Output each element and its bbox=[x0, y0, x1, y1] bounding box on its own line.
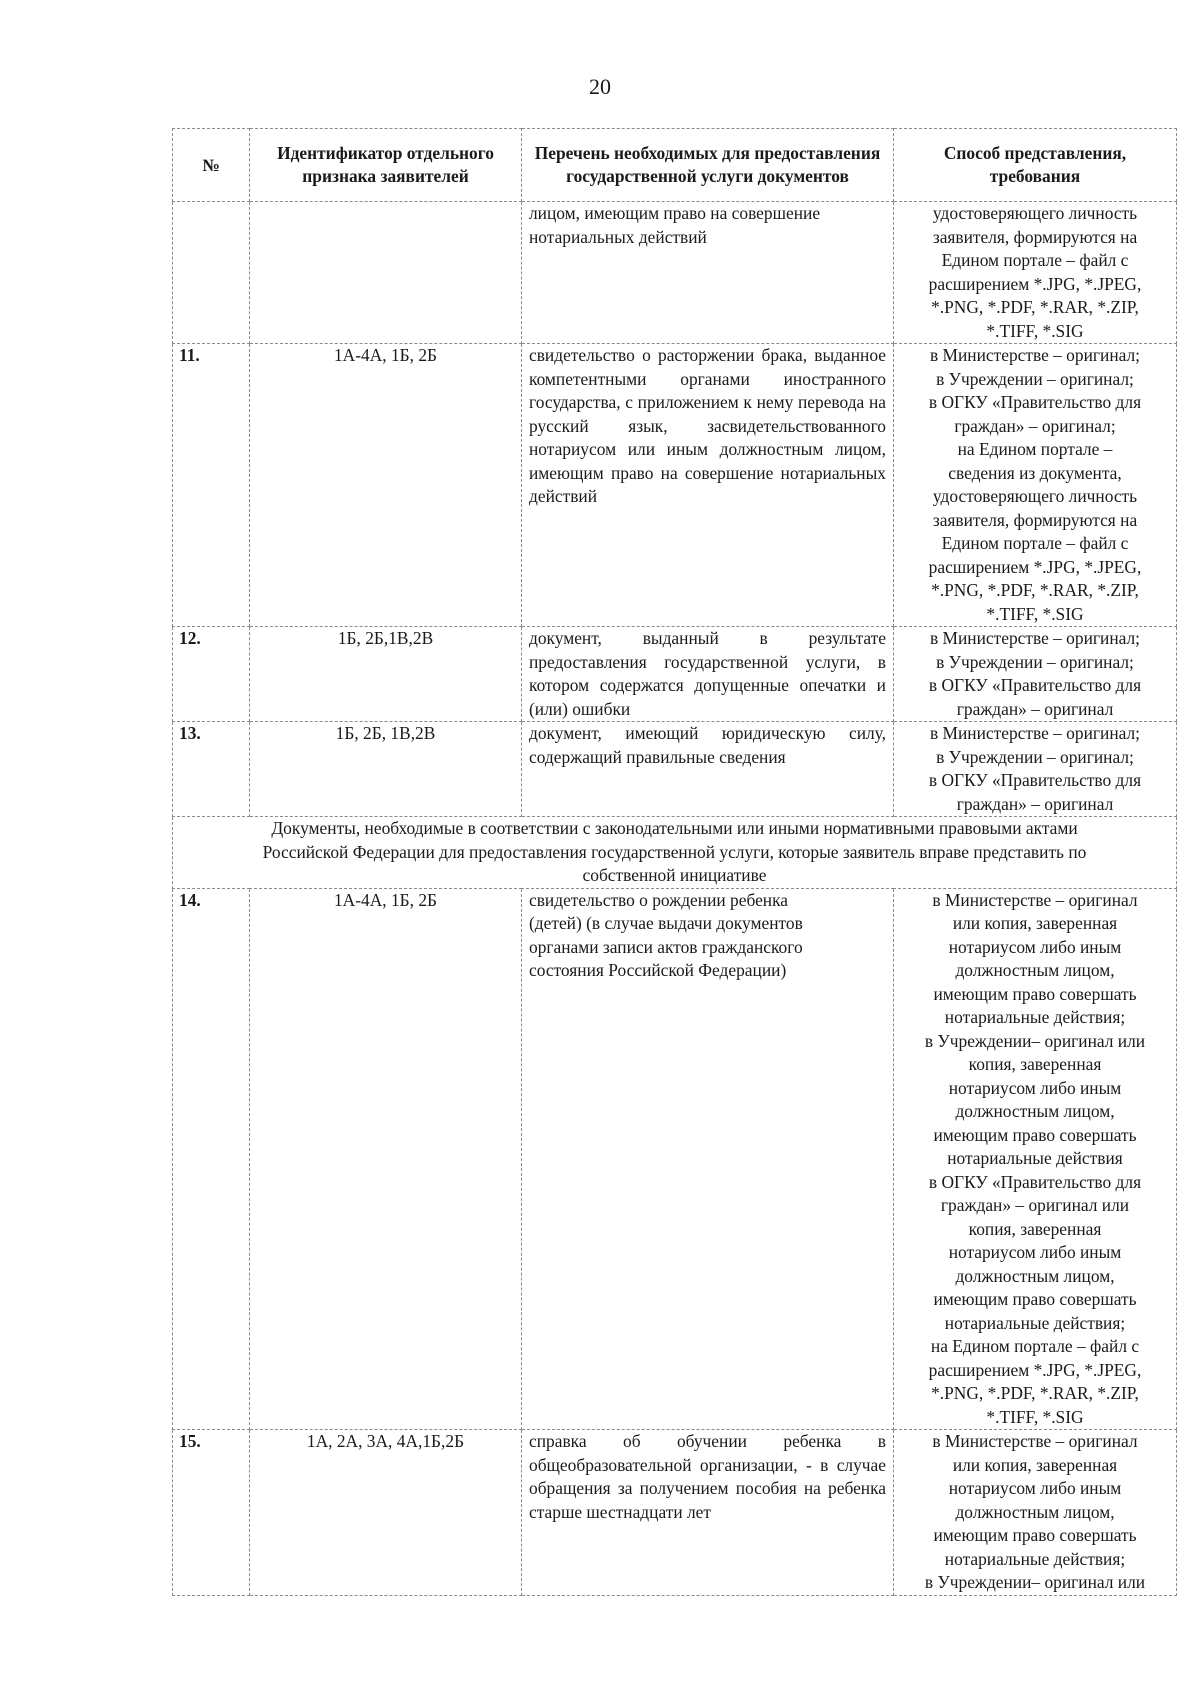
header-method: Способ представления, требования bbox=[894, 129, 1177, 202]
table-row bbox=[173, 722, 1177, 817]
row-identifier: 1А-4А, 1Б, 2Б bbox=[250, 888, 522, 1430]
table-header-row bbox=[173, 129, 1177, 202]
row-documents: документ, имеющий юридическую силу, содержащий правильные сведения bbox=[522, 722, 894, 817]
row-identifier: 1Б, 2Б,1В,2В bbox=[250, 627, 522, 722]
row-documents: свидетельство о рождении ребенка (детей) (в случае выдачи документов органами записи актов гражданского состояния Российской Федерации) bbox=[522, 888, 894, 1430]
row-identifier: 1А-4А, 1Б, 2Б bbox=[250, 344, 522, 627]
header-documents: Перечень необходимых для предоставления государственной услуги документов bbox=[522, 129, 894, 202]
row-documents: документ, выданный в результате предоставления государственной услуги, в котором содержатся допущенные опечатки и (или) ошибки bbox=[522, 627, 894, 722]
row-number: 13. bbox=[173, 722, 250, 817]
section-heading: Документы, необходимые в соответствии с законодательными или иными нормативными правовыми актами Российской Федерации для предоставления государственной услуги, которые заявитель вправе представить по собственной инициативе bbox=[173, 817, 1177, 889]
section-heading-row bbox=[173, 817, 1177, 889]
row-documents: свидетельство о расторжении брака, выданное компетентными органами иностранного государства, с приложением к нему перевода на русский язык, засвидетельствованного нотариусом или иным должностным лицом, имеющим право на совершение нотариальных действий bbox=[522, 344, 894, 627]
row-identifier: 1Б, 2Б, 1В,2В bbox=[250, 722, 522, 817]
row-identifier bbox=[250, 202, 522, 344]
table-row bbox=[173, 627, 1177, 722]
row-number: 12. bbox=[173, 627, 250, 722]
table-row bbox=[173, 202, 1177, 344]
page-number: 20 bbox=[589, 74, 611, 99]
header-num: № bbox=[173, 129, 250, 202]
row-method: в Министерстве – оригинал или копия, заверенная нотариусом либо иным должностным лицом, имеющим право совершать нотариальные действия; в Учреждении– оригинал или копия, заверенная нотариусом либо иным должностным лицом, имеющим право совершать нотариальные действия в ОГКУ «Правительство для граждан» – оригинал или копия, заверенная нотариусом либо иным должностным лицом, имеющим право совершать нотариальные действия; на Едином портале – файл с расширением *.JPG, *.JPEG, *.PNG, *.PDF, *.RAR, *.ZIP, *.TIFF, *.SIG bbox=[894, 888, 1177, 1430]
row-method: в Министерстве – оригинал; в Учреждении – оригинал; в ОГКУ «Правительство для граждан» – оригинал; на Едином портале – сведения из документа, удостоверяющего личность заявителя, формируются на Едином портале – файл с расширением *.JPG, *.JPEG, *.PNG, *.PDF, *.RAR, *.ZIP, *.TIFF, *.SIG bbox=[894, 344, 1177, 627]
row-documents: справка об обучении ребенка в общеобразовательной организации, - в случае обращения за получением пособия на ребенка старше шестнадцати лет bbox=[522, 1430, 894, 1596]
header-identifier: Идентификатор отдельного признака заявителей bbox=[250, 129, 522, 202]
row-method: удостоверяющего личность заявителя, формируются на Едином портале – файл с расширением *.JPG, *.JPEG, *.PNG, *.PDF, *.RAR, *.ZIP, *.TIFF, *.SIG bbox=[894, 202, 1177, 344]
documents-table bbox=[172, 128, 1177, 1596]
row-method: в Министерстве – оригинал; в Учреждении – оригинал; в ОГКУ «Правительство для граждан» – оригинал bbox=[894, 722, 1177, 817]
row-documents: лицом, имеющим право на совершение нотариальных действий bbox=[522, 202, 894, 344]
row-number: 15. bbox=[173, 1430, 250, 1596]
row-method: в Министерстве – оригинал; в Учреждении – оригинал; в ОГКУ «Правительство для граждан» – оригинал bbox=[894, 627, 1177, 722]
row-number bbox=[173, 202, 250, 344]
row-method: в Министерстве – оригинал или копия, заверенная нотариусом либо иным должностным лицом, имеющим право совершать нотариальные действия; в Учреждении– оригинал или bbox=[894, 1430, 1177, 1596]
row-number: 14. bbox=[173, 888, 250, 1430]
row-identifier: 1А, 2А, 3А, 4А,1Б,2Б bbox=[250, 1430, 522, 1596]
table-row bbox=[173, 1430, 1177, 1596]
table-row bbox=[173, 888, 1177, 1430]
table-row bbox=[173, 344, 1177, 627]
row-number: 11. bbox=[173, 344, 250, 627]
